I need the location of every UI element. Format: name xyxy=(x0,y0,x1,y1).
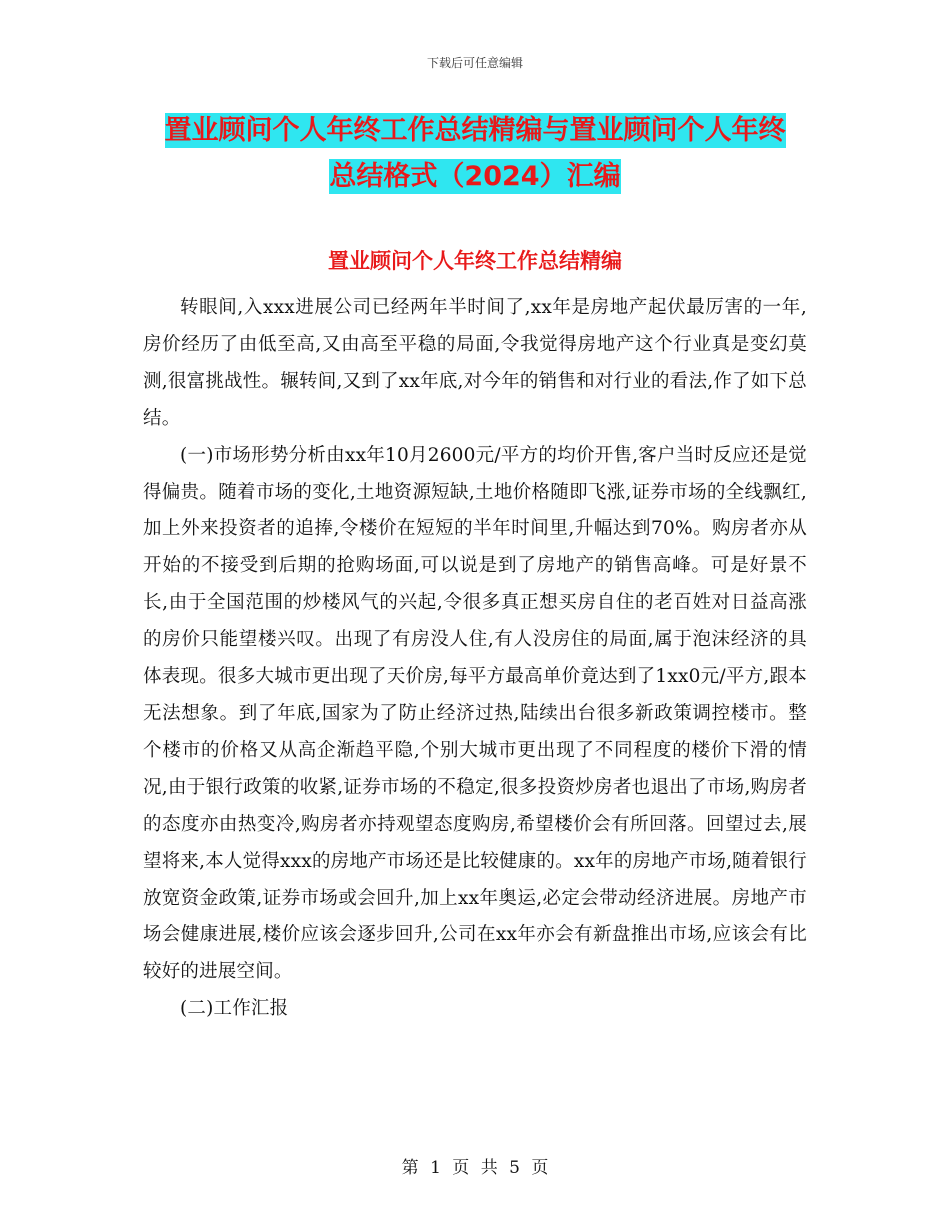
page-footer-page-number: 第 1 页 共 5 页 xyxy=(401,1158,549,1178)
page-header-note: 下载后可任意编辑 xyxy=(426,56,523,70)
document-title-line-2: 总结格式（2024）汇编 xyxy=(329,161,621,192)
document-body xyxy=(143,290,807,1028)
section-title: 置业顾问个人年终工作总结精编 xyxy=(328,249,622,273)
paragraph-market-analysis: (一)市场形势分析由xx年10月2600元/平方的均价开售,客户当时反应还是觉得偏贵。随着市场的变化,土地资源短缺,土地价格随即飞涨,证券市场的全线飘红,加上外来投资者的追捧,令楼价在短短的半年时间里,升幅达到70%。购房者亦从开始的不接受到后期的抢购场面,可以说是到了房地产的销售高峰。可是好景不长,由于全国范围的炒楼风气的兴起,令很多真正想买房自住的老百姓对日益高涨的房价只能望楼兴叹。出现了有房没人住,有人没房住的局面,属于泡沫经济的具体表现。很多大城市更出现了天价房,每平方最高单价竟达到了1xx0元/平方,跟本无法想象。到了年底,国家为了防止经济过热,陆续出台很多新政策调控楼市。整个楼市的价格又从高企渐趋平隐,个别大城市更出现了不同程度的楼价下滑的情况,由于银行政策的收紧,证券市场的不稳定,很多投资炒房者也退出了市场,购房者的态度亦由热变冷,购房者亦持观望态度购房,希望楼价会有所回落。回望过去,展望将来,本人觉得xxx的房地产市场还是比较健康的。xx年的房地产市场,随着银行放宽资金政策,证券市场或会回升,加上xx年奥运,必定会带动经济进展。房地产市场会健康进展,楼价应该会逐步回升,公司在xx年亦会有新盘推出市场,应该会有比较好的进展空间。 xyxy=(143,444,807,983)
paragraph-work-report-heading: (二)工作汇报 xyxy=(180,998,289,1020)
paragraph-intro: 转眼间,入xxx进展公司已经两年半时间了,xx年是房地产起伏最厉害的一年,房价经历了由低至高,又由高至平稳的局面,令我觉得房地产这个行业真是变幻莫测,很富挑战性。辗转间,又到了xx年底,对今年的销售和对行业的看法,作了如下总结。 xyxy=(143,297,807,429)
document-title xyxy=(150,108,800,200)
document-title-line-1: 置业顾问个人年终工作总结精编与置业顾问个人年终 xyxy=(164,115,786,146)
